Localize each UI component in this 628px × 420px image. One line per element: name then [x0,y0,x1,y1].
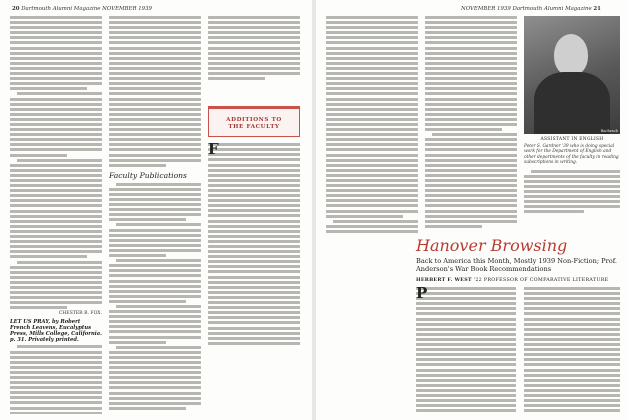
body-text-block [326,16,418,233]
body-text-block [10,345,102,414]
hanover-drop-cap: P [416,287,428,302]
hanover-browsing-deck: Back to America this Month, Mostly 1939 Non-Fiction; Prof. Anderson's War Book Recommendations [416,257,618,274]
body-text-block [109,183,201,410]
body-text-block [425,16,517,228]
body-text-block [10,16,102,309]
left-issue-date: NOVEMBER 1939 [102,6,152,12]
hanover-browsing-title: Hanover Browsing [416,236,568,255]
photo-credit: Bachrach [600,129,618,133]
portrait-caption-title: ASSISTANT IN ENGLISH [540,137,604,142]
right-running-head [461,6,601,12]
drop-cap: F [208,140,219,159]
left-page [0,0,312,420]
portrait-caption: Peter S. Gardner '39 who is doing special work for the Department of English and other departments of the faculty in reading subscriptions in writing. [524,144,619,166]
left-page-number: 20 [12,6,20,12]
body-text-block [208,140,300,345]
body-text-block [416,287,516,412]
right-issue-date: NOVEMBER 1939 [461,6,511,12]
review-signature: CHESTER B. FOX. [58,311,102,317]
byline-role: '22 PROFESSOR OF COMPARATIVE LITERATURE [473,278,609,283]
additions-title-line2: THE FACULTY [228,124,280,131]
portrait-shoulders [534,72,610,134]
hanover-browsing-column-1 [416,287,516,415]
left-publication-name: Dartmouth Alumni Magazine [21,6,101,12]
portrait-head [554,34,588,76]
faculty-publications-title: Faculty Publications [109,170,187,180]
left-column-1 [10,16,102,414]
hanover-browsing-column-2 [524,287,620,415]
right-publication-name: Dartmouth Alumni Magazine [512,6,592,12]
byline-name: HERBERT F. WEST [416,277,472,283]
right-page-number: 21 [593,6,601,12]
hanover-browsing-byline [416,277,622,283]
additions-title-line1: ADDITIONS TO [226,117,282,124]
review-heading: LET US PRAY, by Robert French Leavens, Eucalyptus Press, Mills College, California. p. 31. Privately printed. [10,319,102,344]
left-running-head [12,6,152,12]
box-accent-bar [208,106,300,109]
right-column-1 [326,16,418,414]
left-column-3 [208,16,300,414]
body-text-block [524,170,620,214]
left-column-2 [109,16,201,414]
additions-to-faculty-box [208,106,300,137]
right-page [316,0,628,420]
body-text-block [109,16,201,167]
body-text-block [524,287,620,412]
portrait-photo [524,16,620,134]
body-text-block [208,16,300,80]
